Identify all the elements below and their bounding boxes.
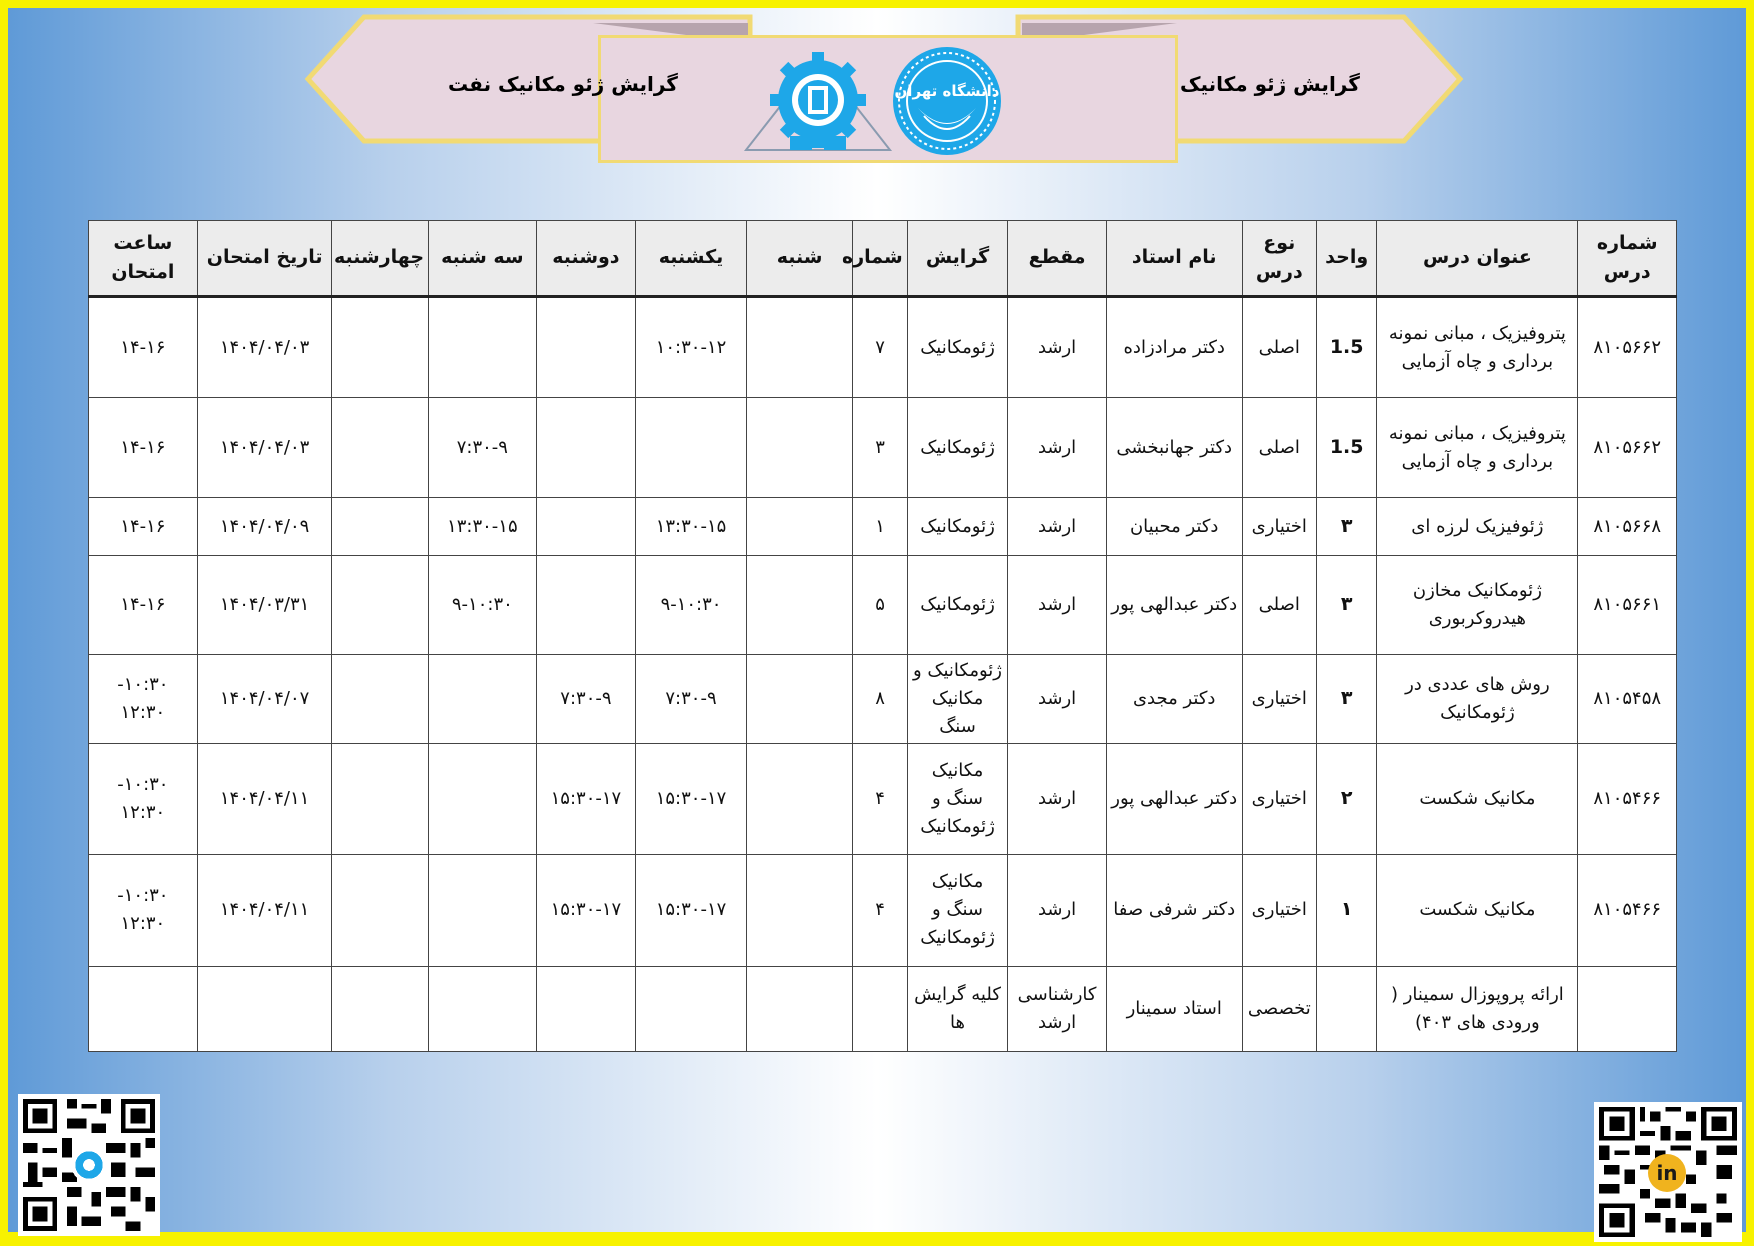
course-title: ژئومکانیک مخازن هیدروکربوری <box>1377 556 1578 655</box>
sunday-time: ۷:۳۰-۹ <box>636 655 747 744</box>
level: ارشد <box>1008 743 1107 854</box>
course-type: اختیاری <box>1242 498 1316 556</box>
column-header: شنبه <box>746 221 853 297</box>
course-units: 1.5 <box>1317 398 1377 498</box>
exam-time: ۱۴-۱۶ <box>89 556 198 655</box>
table-header-row <box>89 221 1677 297</box>
monday-time: ۱۵:۳۰-۱۷ <box>536 743 636 854</box>
course-code: ۸۱۰۵۴۶۶ <box>1578 854 1677 966</box>
course-title: مکانیک شکست <box>1377 743 1578 854</box>
group-number: ۳ <box>853 398 907 498</box>
tuesday-time <box>429 655 537 744</box>
exam-date: ۱۴۰۴/۰۴/۰۳ <box>197 297 332 398</box>
branch: ژئومکانیک <box>907 398 1008 498</box>
level: ارشد <box>1008 297 1107 398</box>
wednesday-time <box>332 854 429 966</box>
saturday-time <box>746 498 853 556</box>
qr-code-linkedin-icon[interactable] <box>1594 1102 1742 1242</box>
exam-time: ۱۴-۱۶ <box>89 498 198 556</box>
course-type: اصلی <box>1242 297 1316 398</box>
monday-time <box>536 556 636 655</box>
branch: مکانیک سنگ و ژئومکانیک <box>907 854 1008 966</box>
course-units: ۲ <box>1317 743 1377 854</box>
tuesday-time <box>429 854 537 966</box>
exam-time <box>89 966 198 1051</box>
monday-time <box>536 498 636 556</box>
group-number: ۱ <box>853 498 907 556</box>
column-header: مقطع <box>1008 221 1107 297</box>
table-row <box>89 398 1677 498</box>
sunday-time <box>636 966 747 1051</box>
table-row <box>89 655 1677 744</box>
column-header: نوع درس <box>1242 221 1316 297</box>
course-units: ۳ <box>1317 556 1377 655</box>
exam-time: ۱۰:۳۰- ۱۲:۳۰ <box>89 743 198 854</box>
level: ارشد <box>1008 556 1107 655</box>
column-header: گرایش <box>907 221 1008 297</box>
course-type: اختیاری <box>1242 854 1316 966</box>
level: ارشد <box>1008 655 1107 744</box>
group-number: ۸ <box>853 655 907 744</box>
saturday-time <box>746 297 853 398</box>
course-code: ۸۱۰۵۶۶۲ <box>1578 297 1677 398</box>
tuesday-time: ۷:۳۰-۹ <box>429 398 537 498</box>
tuesday-time: ۹-۱۰:۳۰ <box>429 556 537 655</box>
teacher-name: استاد سمینار <box>1106 966 1242 1051</box>
column-header: ساعت امتحان <box>89 221 198 297</box>
table-row <box>89 743 1677 854</box>
wednesday-time <box>332 655 429 744</box>
saturday-time <box>746 966 853 1051</box>
wednesday-time <box>332 297 429 398</box>
course-units: ۱ <box>1317 854 1377 966</box>
banner-title-left: گرایش ژئو مکانیک نفت <box>448 72 678 96</box>
exam-time: ۱۰:۳۰- ۱۲:۳۰ <box>89 655 198 744</box>
column-header: چهارشنبه <box>332 221 429 297</box>
course-code: ۸۱۰۵۴۵۸ <box>1578 655 1677 744</box>
course-units: 1.5 <box>1317 297 1377 398</box>
level: ارشد <box>1008 498 1107 556</box>
column-header: دوشنبه <box>536 221 636 297</box>
group-number: ۴ <box>853 743 907 854</box>
level: ارشد <box>1008 854 1107 966</box>
page-frame <box>8 8 1746 1232</box>
course-title: ژئوفیزیک لرزه ای <box>1377 498 1578 556</box>
table-row <box>89 556 1677 655</box>
level: ارشد <box>1008 398 1107 498</box>
table-row <box>89 498 1677 556</box>
course-type: اختیاری <box>1242 655 1316 744</box>
university-logo-text: دانشگاه تهران <box>894 82 1000 100</box>
table-row <box>89 966 1677 1051</box>
tuesday-time <box>429 743 537 854</box>
saturday-time <box>746 556 853 655</box>
exam-time: ۱۰:۳۰- ۱۲:۳۰ <box>89 854 198 966</box>
exam-date: ۱۴۰۴/۰۴/۱۱ <box>197 743 332 854</box>
group-number: ۵ <box>853 556 907 655</box>
branch: ژئومکانیک <box>907 556 1008 655</box>
exam-date <box>197 966 332 1051</box>
course-type: اختیاری <box>1242 743 1316 854</box>
exam-date: ۱۴۰۴/۰۴/۰۷ <box>197 655 332 744</box>
branch: کلیه گرایش ها <box>907 966 1008 1051</box>
course-units <box>1317 966 1377 1051</box>
course-title: پتروفیزیک ، مبانی نمونه برداری و چاه آزمایی <box>1377 398 1578 498</box>
monday-time: ۷:۳۰-۹ <box>536 655 636 744</box>
saturday-time <box>746 743 853 854</box>
course-code: ۸۱۰۵۶۶۲ <box>1578 398 1677 498</box>
column-header: عنوان درس <box>1377 221 1578 297</box>
teacher-name: دکتر عبدالهی پور <box>1106 743 1242 854</box>
branch: ژئومکانیک <box>907 498 1008 556</box>
teacher-name: دکتر مجدی <box>1106 655 1242 744</box>
qr-code-icon[interactable] <box>18 1094 160 1236</box>
column-header: تاریخ امتحان <box>197 221 332 297</box>
monday-time: ۱۵:۳۰-۱۷ <box>536 854 636 966</box>
monday-time <box>536 297 636 398</box>
saturday-time <box>746 854 853 966</box>
teacher-name: دکتر جهانبخشی <box>1106 398 1242 498</box>
teacher-name: دکتر محبیان <box>1106 498 1242 556</box>
sunday-time <box>636 398 747 498</box>
column-header: یکشنبه <box>636 221 747 297</box>
exam-time: ۱۴-۱۶ <box>89 398 198 498</box>
level: کارشناسی ارشد <box>1008 966 1107 1051</box>
wednesday-time <box>332 556 429 655</box>
table-row <box>89 297 1677 398</box>
wednesday-time <box>332 743 429 854</box>
column-header: واحد <box>1317 221 1377 297</box>
teacher-name: دکتر عبدالهی پور <box>1106 556 1242 655</box>
sunday-time: ۱۳:۳۰-۱۵ <box>636 498 747 556</box>
branch: ژئومکانیک و مکانیک سنگ <box>907 655 1008 744</box>
column-header: شماره درس <box>1578 221 1677 297</box>
course-units: ۳ <box>1317 498 1377 556</box>
teacher-name: دکتر شرفی صفا <box>1106 854 1242 966</box>
branch: مکانیک سنگ و ژئومکانیک <box>907 743 1008 854</box>
exam-date: ۱۴۰۴/۰۳/۳۱ <box>197 556 332 655</box>
column-header: سه شنبه <box>429 221 537 297</box>
course-title: روش های عددی در ژئومکانیک <box>1377 655 1578 744</box>
group-number <box>853 966 907 1051</box>
course-code: ۸۱۰۵۶۶۸ <box>1578 498 1677 556</box>
course-title: مکانیک شکست <box>1377 854 1578 966</box>
university-of-tehran-logo-icon <box>888 46 1006 156</box>
banner-title-right: گرایش ژئو مکانیک <box>1180 72 1360 96</box>
engineering-faculty-logo-icon <box>738 50 898 154</box>
course-code: ۸۱۰۵۴۶۶ <box>1578 743 1677 854</box>
schedule-table <box>88 220 1677 1052</box>
tuesday-time: ۱۳:۳۰-۱۵ <box>429 498 537 556</box>
tuesday-time <box>429 297 537 398</box>
course-type: اصلی <box>1242 398 1316 498</box>
column-header: نام استاد <box>1106 221 1242 297</box>
branch: ژئومکانیک <box>907 297 1008 398</box>
tuesday-time <box>429 966 537 1051</box>
group-number: ۴ <box>853 854 907 966</box>
sunday-time: ۱۰:۳۰-۱۲ <box>636 297 747 398</box>
linkedin-icon: in <box>1648 1154 1686 1192</box>
group-number: ۷ <box>853 297 907 398</box>
sunday-time: ۹-۱۰:۳۰ <box>636 556 747 655</box>
exam-date: ۱۴۰۴/۰۴/۰۹ <box>197 498 332 556</box>
sunday-time: ۱۵:۳۰-۱۷ <box>636 743 747 854</box>
saturday-time <box>746 398 853 498</box>
wednesday-time <box>332 498 429 556</box>
schedule-table-container <box>88 220 1677 1033</box>
exam-date: ۱۴۰۴/۰۴/۱۱ <box>197 854 332 966</box>
course-units: ۳ <box>1317 655 1377 744</box>
exam-date: ۱۴۰۴/۰۴/۰۳ <box>197 398 332 498</box>
course-code <box>1578 966 1677 1051</box>
sunday-time: ۱۵:۳۰-۱۷ <box>636 854 747 966</box>
course-type: تخصصی <box>1242 966 1316 1051</box>
course-title: ارائه پروپوزال سمینار ( ورودی های ۴۰۳) <box>1377 966 1578 1051</box>
wednesday-time <box>332 966 429 1051</box>
course-code: ۸۱۰۵۶۶۱ <box>1578 556 1677 655</box>
teacher-name: دکتر مرادزاده <box>1106 297 1242 398</box>
monday-time <box>536 966 636 1051</box>
column-header: شماره <box>853 221 907 297</box>
course-type: اصلی <box>1242 556 1316 655</box>
exam-time: ۱۴-۱۶ <box>89 297 198 398</box>
saturday-time <box>746 655 853 744</box>
table-row <box>89 854 1677 966</box>
monday-time <box>536 398 636 498</box>
course-title: پتروفیزیک ، مبانی نمونه برداری و چاه آزمایی <box>1377 297 1578 398</box>
wednesday-time <box>332 398 429 498</box>
